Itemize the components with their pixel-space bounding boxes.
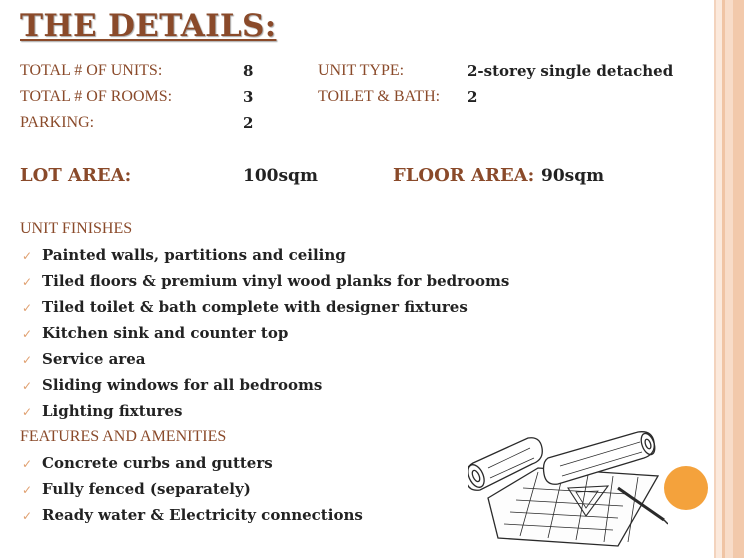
unit-type-value: 2-storey single detached <box>467 62 674 80</box>
list-item: ✓ Lighting fixtures <box>22 398 509 424</box>
blueprint-rolls-illustration <box>468 428 668 550</box>
page-title: THE DETAILS: <box>20 8 277 44</box>
checkmark-icon: ✓ <box>22 275 33 289</box>
unit-finishes-heading: UNIT FINISHES <box>20 220 133 237</box>
checkmark-icon: ✓ <box>22 249 33 263</box>
checkmark-icon: ✓ <box>22 483 33 497</box>
features-list <box>22 450 363 528</box>
checkmark-icon: ✓ <box>22 353 33 367</box>
accent-orange-circle <box>664 466 708 510</box>
features-heading: FEATURES AND AMENITIES <box>20 428 227 445</box>
decorative-side-stripes <box>714 0 744 558</box>
parking-label: PARKING: <box>20 114 95 131</box>
list-item: ✓ Sliding windows for all bedrooms <box>22 372 509 398</box>
list-item: ✓ Kitchen sink and counter top <box>22 320 509 346</box>
list-item: ✓ Painted walls, partitions and ceiling <box>22 242 509 268</box>
checkmark-icon: ✓ <box>22 457 33 471</box>
toilet-bath-label: TOILET & BATH: <box>318 88 441 105</box>
total-units-value: 8 <box>243 62 254 80</box>
checkmark-icon: ✓ <box>22 405 33 419</box>
total-rooms-label: TOTAL # OF ROOMS: <box>20 88 173 105</box>
list-item: ✓ Ready water & Electricity connections <box>22 502 363 528</box>
list-item: ✓ Fully fenced (separately) <box>22 476 363 502</box>
unit-finishes-list <box>22 242 509 424</box>
list-item: ✓ Concrete curbs and gutters <box>22 450 363 476</box>
floor-area-value: 90sqm <box>541 166 605 186</box>
lot-area-label: LOT AREA: <box>20 165 132 186</box>
checkmark-icon: ✓ <box>22 379 33 393</box>
total-units-label: TOTAL # OF UNITS: <box>20 62 163 79</box>
list-item: ✓ Tiled floors & premium vinyl wood planks for bedrooms <box>22 268 509 294</box>
checkmark-icon: ✓ <box>22 509 33 523</box>
toilet-bath-value: 2 <box>467 88 478 106</box>
total-rooms-value: 3 <box>243 88 254 106</box>
floor-area-label: FLOOR AREA: <box>393 165 535 186</box>
checkmark-icon: ✓ <box>22 301 33 315</box>
list-item: ✓ Tiled toilet & bath complete with designer fixtures <box>22 294 509 320</box>
parking-value: 2 <box>243 114 254 132</box>
unit-type-label: UNIT TYPE: <box>318 62 405 79</box>
checkmark-icon: ✓ <box>22 327 33 341</box>
list-item: ✓ Service area <box>22 346 509 372</box>
lot-area-value: 100sqm <box>243 166 318 186</box>
